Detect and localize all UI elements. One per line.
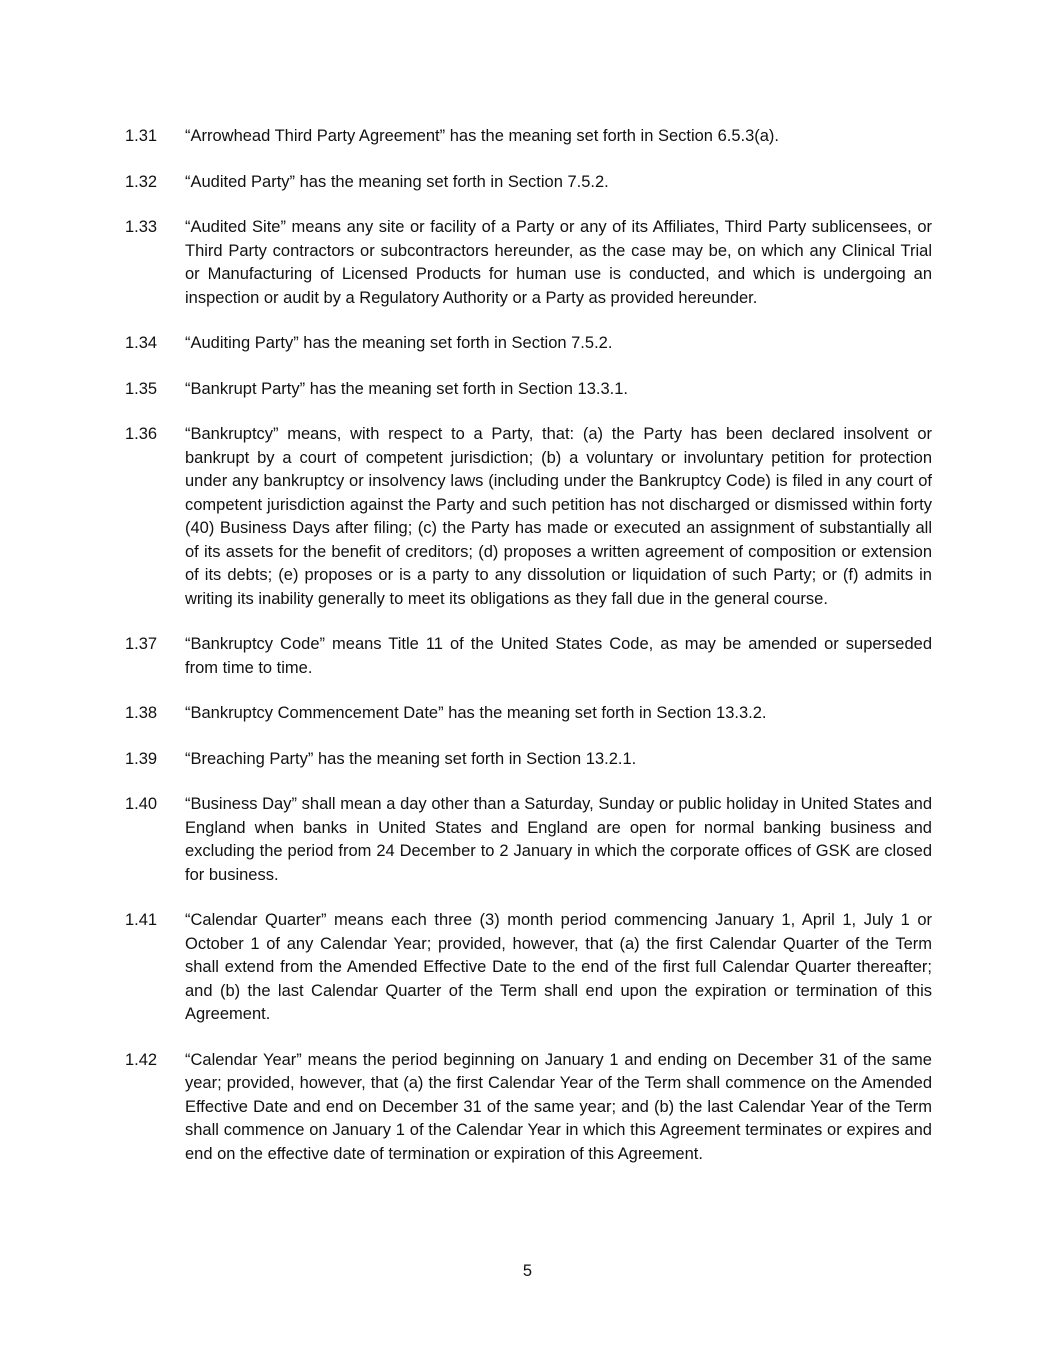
page-number: 5 (522, 1261, 533, 1280)
definition-body: means, with respect to a Party, that: (a) the Party has been declared insolvent or bankrupt by a court of competent jurisdiction; (b) a voluntary or involuntary petition for protection under any bankruptcy or insolvency laws (including under the Bankruptcy Code) is filed in any court of competent jurisdiction against the Party and such petition has not discharged or dismissed within forty (40) Business Days after filing; (c) the Party has made or executed an assignment of substantially all of its assets for the benefit of creditors; (d) proposes a written agreement of composition or extension of its debts; (e) proposes or is a party to any dissolution or liquidation of such Party; or (f) admits in writing its inability generally to meet its obligations as they fall due in the general course. (185, 425, 932, 608)
defined-term: “Calendar Year” (185, 1050, 302, 1069)
definition-item (125, 125, 932, 149)
definition-number: 1.36 (125, 425, 158, 443)
definition-text (185, 1049, 932, 1167)
definition-item (125, 423, 932, 611)
definition-item (125, 216, 932, 310)
defined-term: “Bankruptcy Code” (185, 635, 325, 653)
definition-number: 1.35 (125, 379, 158, 398)
definition-number: 1.31 (125, 127, 158, 145)
definition-text (185, 702, 932, 726)
definition-body: means any site or facility of a Party or any of its Affiliates, Third Party sublicensees, or Third Party contractors or subcontractors hereunder, as the case may be, on which any Clinical Trial or Manufacturing of Licensed Products for human use is conducted, and which is undergoing an inspection or audit by a Regulatory Authority or a Party as provided hereunder. (185, 218, 933, 307)
definition-text (185, 171, 932, 195)
definition-body: has the meaning set forth in Section 13.3.2. (443, 704, 767, 722)
definition-number: 1.42 (125, 1050, 158, 1069)
definition-item (125, 748, 932, 772)
definitions-list (125, 125, 932, 1166)
defined-term: “Breaching Party” (185, 749, 314, 768)
definition-body: has the meaning set forth in Section 7.5.2. (295, 172, 609, 191)
defined-term: “Arrowhead Third Party Agreement” (185, 127, 446, 145)
defined-term: “Calendar Quarter” (185, 911, 327, 929)
definition-number: 1.39 (125, 749, 158, 768)
defined-term: “Auditing Party” (185, 334, 299, 352)
definition-item (125, 909, 932, 1027)
definition-number: 1.34 (125, 334, 158, 352)
definition-body: has the meaning set forth in Section 13.3.1. (305, 379, 628, 398)
definition-text (185, 332, 932, 356)
definition-number: 1.37 (125, 635, 158, 653)
definition-text (185, 378, 932, 402)
definition-number: 1.41 (125, 911, 158, 929)
definition-item (125, 1049, 932, 1167)
definition-text (185, 748, 932, 772)
defined-term: “Audited Party” (185, 172, 296, 191)
defined-term: “Business Day” (185, 795, 297, 813)
definition-body: has the meaning set forth in Section 7.5.2. (298, 334, 613, 352)
definition-body: means Title 11 of the United States Code, as may be amended or superseded from time to time. (185, 635, 933, 677)
definition-number: 1.32 (125, 172, 158, 191)
definition-body: means the period beginning on January 1 and ending on December 31 of the same year; provided, however, that (a) the first Calendar Year of the Term shall commence on the Amended Effective Date and end on December 31 of the same year; and (b) the last Calendar Year of the Term shall commence on January 1 of the Calendar Year in which this Agreement terminates or expires and end on the effective date of termination or expiration of this Agreement. (185, 1050, 932, 1163)
defined-term: “Bankruptcy” (185, 425, 279, 443)
definition-body: means each three (3) month period commencing January 1, April 1, July 1 or October 1 of any Calendar Year; provided, however, that (a) the first Calendar Quarter of the Term shall extend from the Amended Effective Date to the end of the first full Calendar Quarter thereafter; and (b) the last Calendar Quarter of the Term shall end upon the expiration or termination of this Agreement. (185, 911, 932, 1023)
definition-number: 1.40 (125, 795, 158, 813)
definition-item (125, 378, 932, 402)
definition-body: has the meaning set forth in Section 6.5.3(a). (445, 127, 780, 145)
definition-item (125, 633, 932, 680)
definition-text (185, 216, 932, 310)
definition-item (125, 171, 932, 195)
definition-item (125, 793, 932, 887)
definition-item (125, 332, 932, 356)
defined-term: “Audited Site” (185, 218, 286, 236)
definition-number: 1.33 (125, 218, 158, 236)
definition-text (185, 125, 932, 149)
definition-text (185, 793, 932, 887)
definition-text (185, 633, 932, 680)
defined-term: “Bankruptcy Commencement Date” (185, 704, 444, 722)
definition-body: shall mean a day other than a Saturday, Sunday or public holiday in United States and England when banks in United States and England are open for normal banking business and excluding the period from 24 December to 2 January in which the corporate offices of GSK are closed for business. (185, 795, 932, 884)
definition-text (185, 423, 932, 611)
defined-term: “Bankrupt Party” (185, 379, 306, 398)
definition-body: has the meaning set forth in Section 13.2.1. (313, 749, 637, 768)
definition-item (125, 702, 932, 726)
definition-number: 1.38 (125, 704, 158, 722)
definition-text (185, 909, 932, 1027)
